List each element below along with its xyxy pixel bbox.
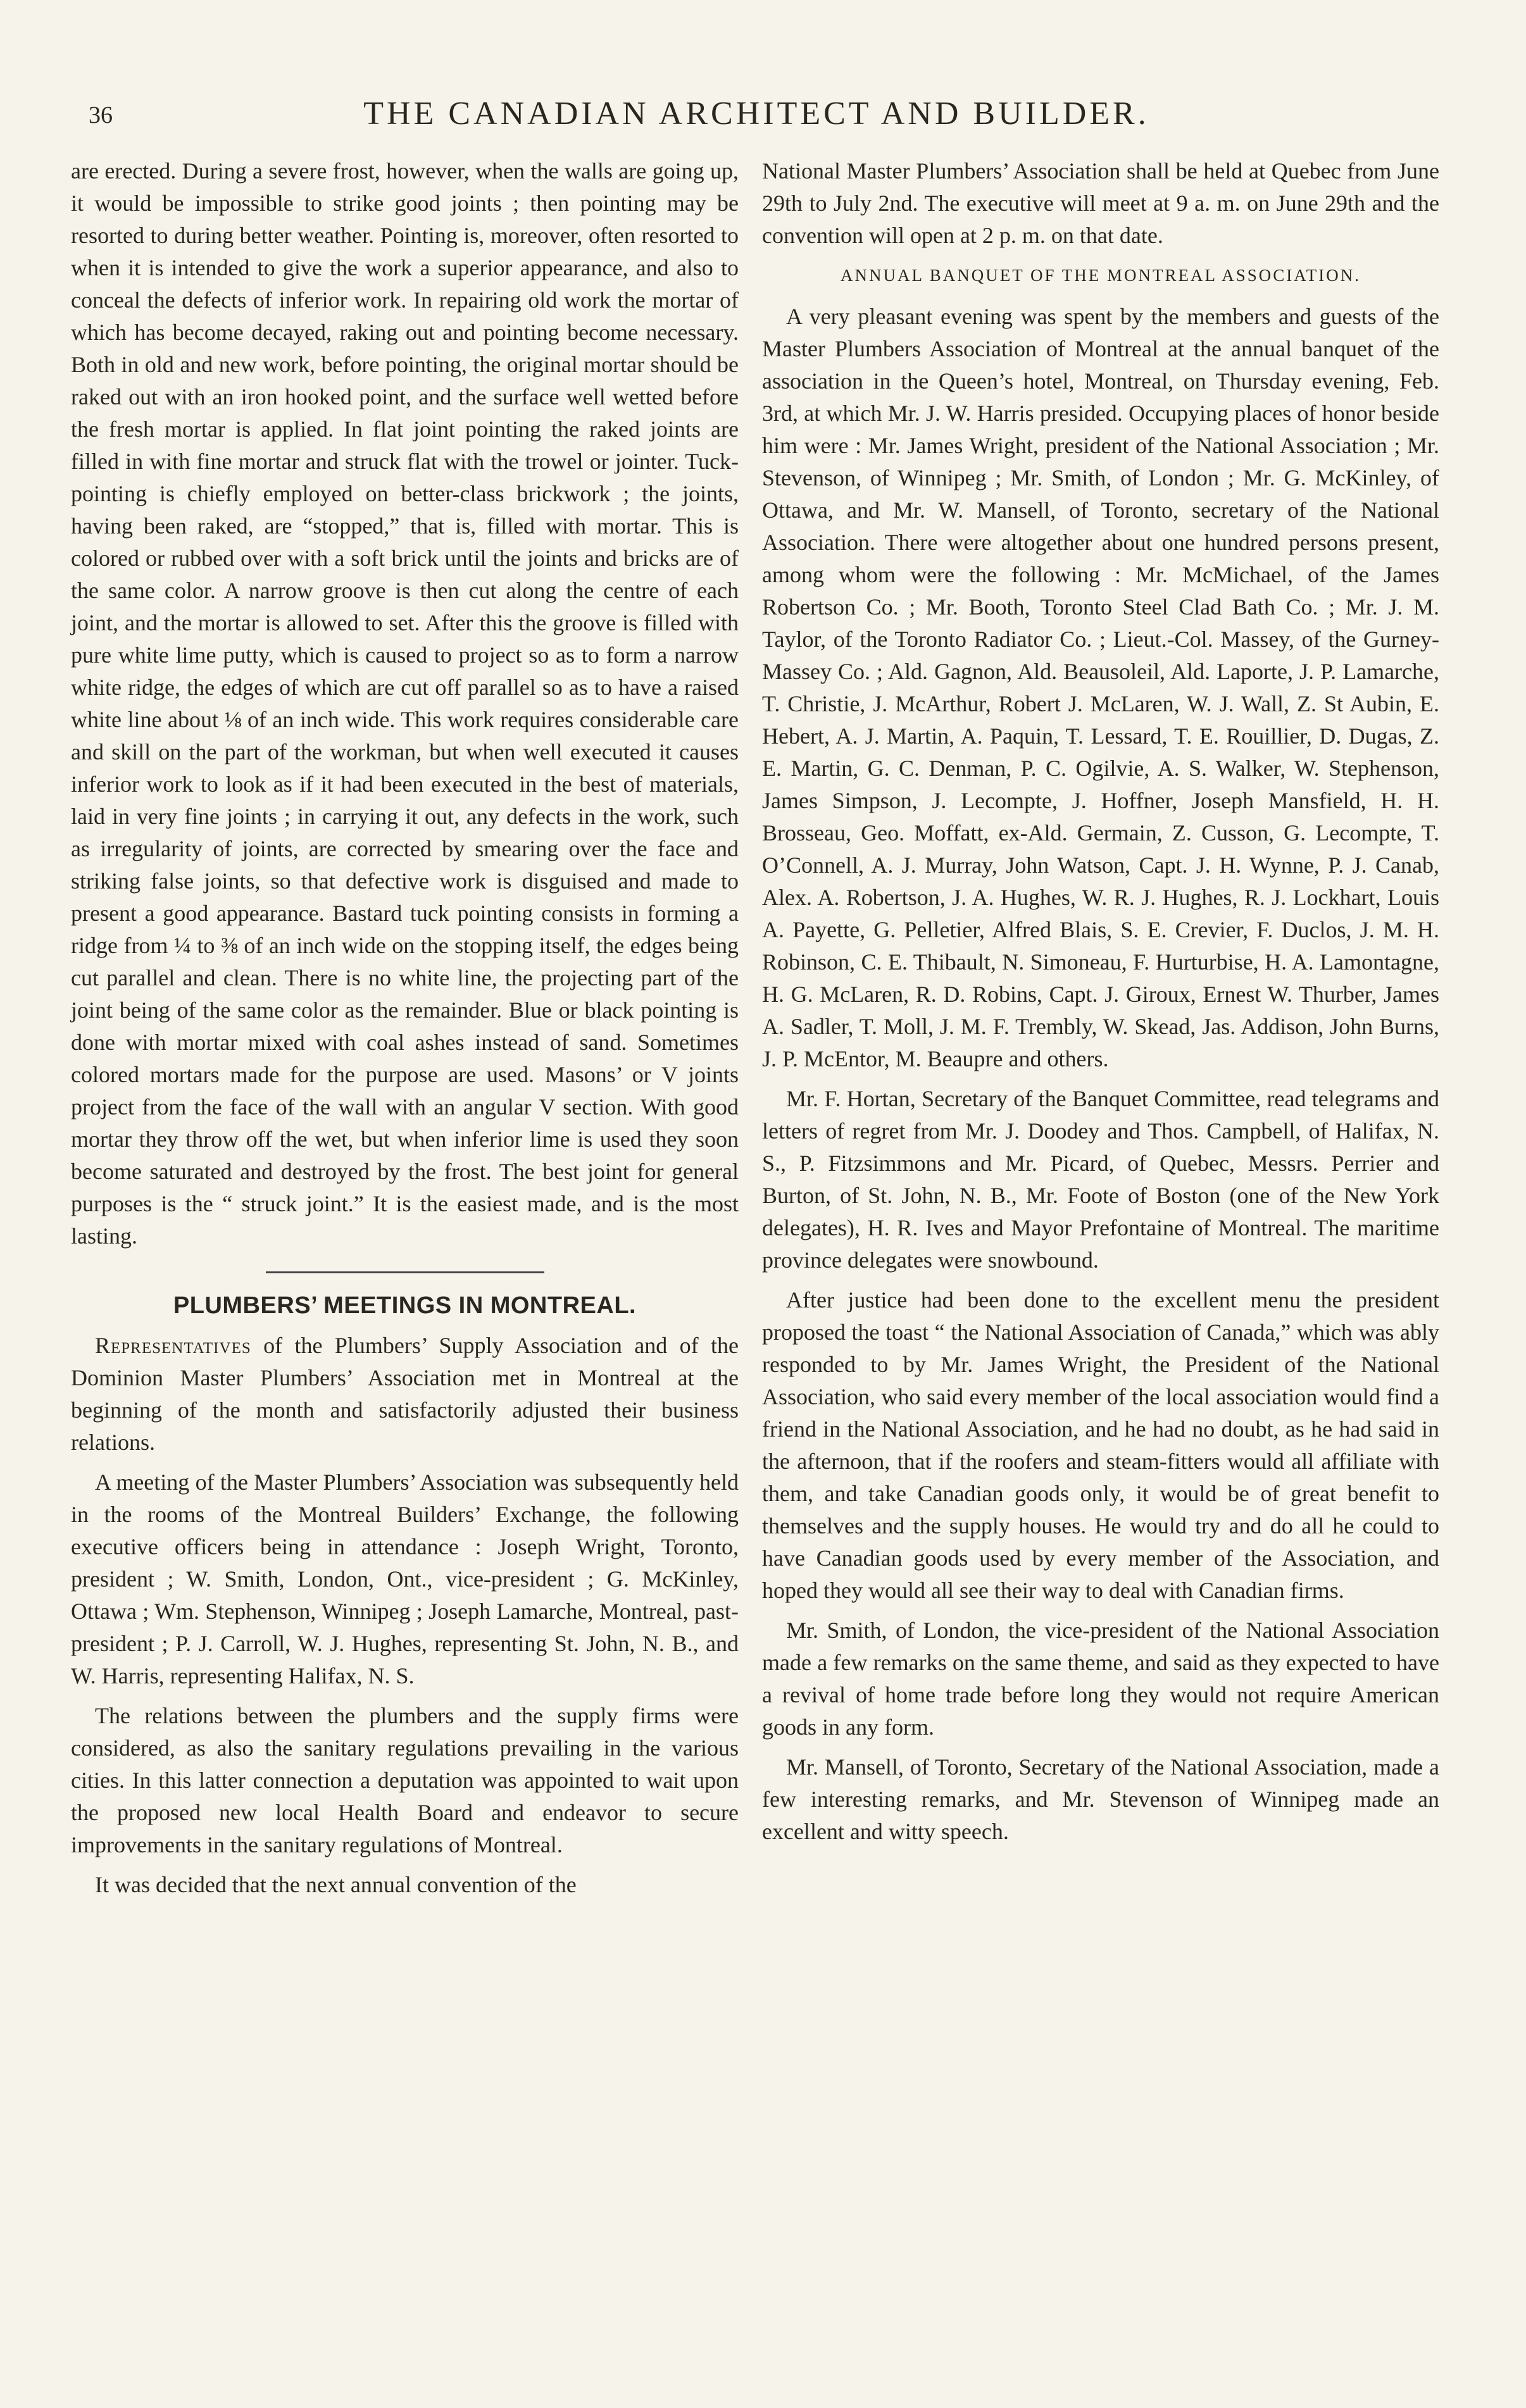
running-head: THE CANADIAN ARCHITECT AND BUILDER. bbox=[363, 96, 1149, 132]
page-number: 36 bbox=[89, 102, 113, 128]
section-paragraph-2: A meeting of the Master Plumbers’ Association was subsequently held in the rooms of the Montreal Builders’ Exchange, the following executive officers being in attendance : Joseph Wright, Toronto, president ; W. Smith, London, Ont., vice-president ; G. McKinley, Ottawa ; Wm. Stephenson, Winnipeg ; Joseph Lamarche, Montreal, past-president ; P. J. Carroll, W. J. Hughes, representing St. John, N. B., and W. Harris, representing Halifax, N. S. bbox=[71, 1469, 739, 1688]
right-continuation-paragraph: National Master Plumbers’ Association shall be held at Quebec from June 29th to July 2nd. The executive will meet at 9 a. m. on June 29th and the convention will open at 2 p. m. on that date. bbox=[762, 158, 1439, 248]
section-paragraph-1-text: of the Plumbers’ Supply Association and of the Dominion Master Plumbers’ Association met in Montreal at the beginning of the month and satisfactorily adjusted their business relations. bbox=[71, 1333, 739, 1455]
section-lead-word: Representatives bbox=[95, 1333, 251, 1358]
section-title: PLUMBERS’ MEETINGS IN MONTREAL. bbox=[173, 1292, 637, 1319]
left-column bbox=[71, 155, 739, 1909]
banquet-paragraph-4: Mr. Smith, of London, the vice-president of the National Association made a few remarks on the same theme, and said as they expected to have a revival of home trade before long they would not require American goods in any form. bbox=[762, 1618, 1439, 1740]
left-continuation-paragraph: are erected. During a severe frost, however, when the walls are going up, it would be impossible to strike good joints ; then pointing may be resorted to during better weather. Pointing is, moreover, often resorted to when it is intended to give the work a superior appearance, and also to conceal the defects of inferior work. In repairing old work the mortar of which has become decayed, raking out and pointing become necessary. Both in old and new work, before pointing, the original mortar should be raked out with an iron hooked point, and the surface well wetted before the fresh mortar is applied. In flat joint pointing the raked joints are filled in with fine mortar and struck flat with the trowel or jointer. Tuck-pointing is chiefly employed on better-class brickwork ; the joints, having been raked, are “stopped,” that is, filled with mortar. This is colored or rubbed over with a soft brick until the joints and bricks are of the same color. A narrow groove is then cut along the centre of each joint, and the mortar is allowed to set. After this the groove is filled with pure white lime putty, which is caused to project so as to form a narrow white ridge, the edges of which are cut off parallel so as to have a raised white line about ⅛ of an inch wide. This work requires considerable care and skill on the part of the workman, but when well executed it causes inferior work to look as if it had been executed in the best of materials, laid in very fine joints ; in carrying it out, any defects in the work, such as irregularity of joints, are corrected by smearing over the face and striking false joints, so that defective work is disguised and made to present a good appearance. Bastard tuck pointing consists in forming a ridge from ¼ to ⅜ of an inch wide on the stopping itself, the edges being cut parallel and clean. There is no white line, the projecting part of the joint being of the same color as the remainder. Blue or black pointing is done with mortar mixed with coal ashes instead of sand. Sometimes colored mortars made for the purpose are used. Masons’ or V joints project from the face of the wall with an angular V section. With good mortar they throw off the wet, but when inferior lime is used they soon become saturated and destroyed by the frost. The best joint for general purposes is the “ struck joint.” It is the easiest made, and is the most lasting. bbox=[71, 158, 739, 1249]
banquet-paragraph-3: After justice had been done to the excellent menu the president proposed the toast “ the National Association of Canada,” which was ably responded to by Mr. James Wright, the President of the National Association, who said every member of the local association would find a friend in the National Association, and he had no doubt, as he had said in the afternoon, that if the roofers and steam-fitters would all affiliate with them, and take Canadian goods only, it would be of great benefit to themselves and the supply houses. He would try and do all he could to have Canadian goods used by every member of the Association, and hoped they would all see their way to deal with Canadian firms. bbox=[762, 1287, 1439, 1603]
banquet-paragraph-2: Mr. F. Hortan, Secretary of the Banquet Committee, read telegrams and letters of regret from Mr. J. Doodey and Thos. Campbell, of Halifax, N. S., P. Fitzsimmons and Mr. Picard, of Quebec, Messrs. Perrier and Burton, of St. John, N. B., Mr. Foote of Boston (one of the New York delegates), H. R. Ives and Mayor Prefontaine of Montreal. The maritime province delegates were snowbound. bbox=[762, 1086, 1439, 1273]
section-divider bbox=[266, 1271, 544, 1273]
section-paragraph-4: It was decided that the next annual convention of the bbox=[95, 1872, 577, 1897]
banquet-paragraph-1: A very pleasant evening was spent by the members and guests of the Master Plumbers Association of Montreal at the annual banquet of the association in the Queen’s hotel, Montreal, on Thursday evening, Feb. 3rd, at which Mr. J. W. Harris presided. Occupying places of honor beside him were : Mr. James Wright, president of the National Association ; Mr. Stevenson, of Winnipeg ; Mr. Smith, of London ; Mr. G. McKinley, of Ottawa, and Mr. W. Mansell, of Toronto, secretary of the National Association. There were altogether about one hundred persons present, among whom were the following : Mr. McMichael, of the James Robertson Co. ; Mr. Booth, Toronto Steel Clad Bath Co. ; Mr. J. M. Taylor, of the Toronto Radiator Co. ; Lieut.-Col. Massey, of the Gurney-Massey Co. ; Ald. Gagnon, Ald. Beausoleil, Ald. Laporte, J. P. Lamarche, T. Christie, J. McArthur, Robert J. McLaren, W. J. Wall, Z. St Aubin, E. Hebert, A. J. Martin, A. Paquin, T. Lessard, T. E. Rouillier, D. Dugas, Z. E. Martin, G. C. Denman, P. C. Ogilvie, A. S. Walker, W. Stephenson, James Simpson, J. Lecompte, J. Hoffner, Joseph Mansfield, H. H. Brosseau, Geo. Moffatt, ex-Ald. Germain, Z. Cusson, G. Lecompte, T. O’Connell, A. J. Murray, John Watson, Capt. J. H. Wynne, P. J. Canab, Alex. A. Robertson, J. A. Hughes, W. R. J. Hughes, R. J. Lockhart, Louis A. Payette, G. Pelletier, Alfred Blais, S. E. Crevier, F. Duclos, J. M. H. Robinson, C. E. Thibault, N. Simoneau, F. Hurturbise, H. A. Lamontagne, H. G. McLaren, R. D. Robins, Capt. J. Giroux, Ernest W. Thurber, James A. Sadler, T. Moll, J. M. F. Trembly, W. Skead, Jas. Addison, John Burns, J. P. McEntor, M. Beaupre and others. bbox=[762, 304, 1439, 1071]
banquet-subheading: ANNUAL BANQUET OF THE MONTREAL ASSOCIATION. bbox=[840, 266, 1361, 285]
right-column bbox=[762, 155, 1439, 1856]
section-paragraph-3: The relations between the plumbers and the supply firms were considered, as also the sanitary regulations prevailing in the various cities. In this latter connection a deputation was appointed to wait upon the proposed new local Health Board and endeavor to secure improvements in the sanitary regulations of Montreal. bbox=[71, 1703, 739, 1857]
section-paragraph-1 bbox=[71, 1330, 739, 1459]
banquet-paragraph-5: Mr. Mansell, of Toronto, Secretary of the National Association, made a few interesting remarks, and Mr. Stevenson of Winnipeg made an excellent and witty speech. bbox=[762, 1754, 1439, 1844]
